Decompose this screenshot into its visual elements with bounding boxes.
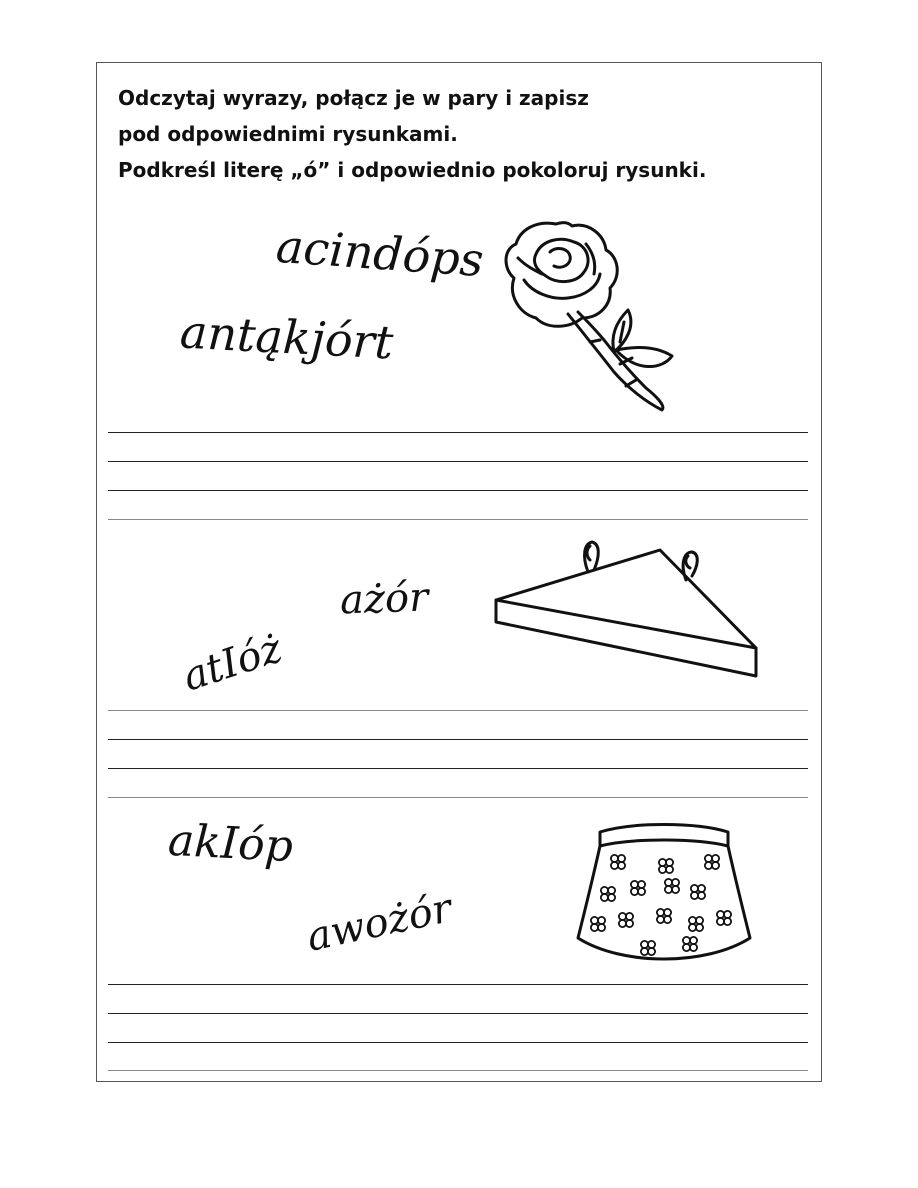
scrambled-word-3: ażór [339, 574, 429, 624]
instructions [118, 80, 808, 188]
writing-line [108, 432, 808, 433]
writing-line [108, 1042, 808, 1043]
writing-line [108, 768, 808, 769]
scrambled-word-6: awożór [302, 885, 456, 961]
scrambled-word-5: akIóp [166, 814, 295, 873]
writing-line [108, 710, 808, 711]
writing-line [108, 461, 808, 462]
instruction-line-1: Odczytaj wyrazy, połącz je w pary i zapisz [118, 86, 589, 110]
tablecloth-icon [490, 536, 766, 684]
writing-line [108, 739, 808, 740]
writing-line [108, 519, 808, 520]
writing-line [108, 1013, 808, 1014]
writing-line [108, 984, 808, 985]
writing-line [108, 490, 808, 491]
scrambled-word-1: acindóps [274, 218, 486, 288]
writing-line [108, 1070, 808, 1071]
instruction-line-2: pod odpowiednimi rysunkami. [118, 122, 458, 146]
rose-icon [496, 214, 696, 416]
skirt-icon [572, 822, 756, 970]
scrambled-word-2: antąkjórt [178, 304, 395, 370]
writing-line [108, 797, 808, 798]
scrambled-word-4: atIóż [177, 625, 288, 701]
instruction-line-3: Podkreśl literę „ó” i odpowiednio pokoloruj rysunki. [118, 158, 707, 182]
